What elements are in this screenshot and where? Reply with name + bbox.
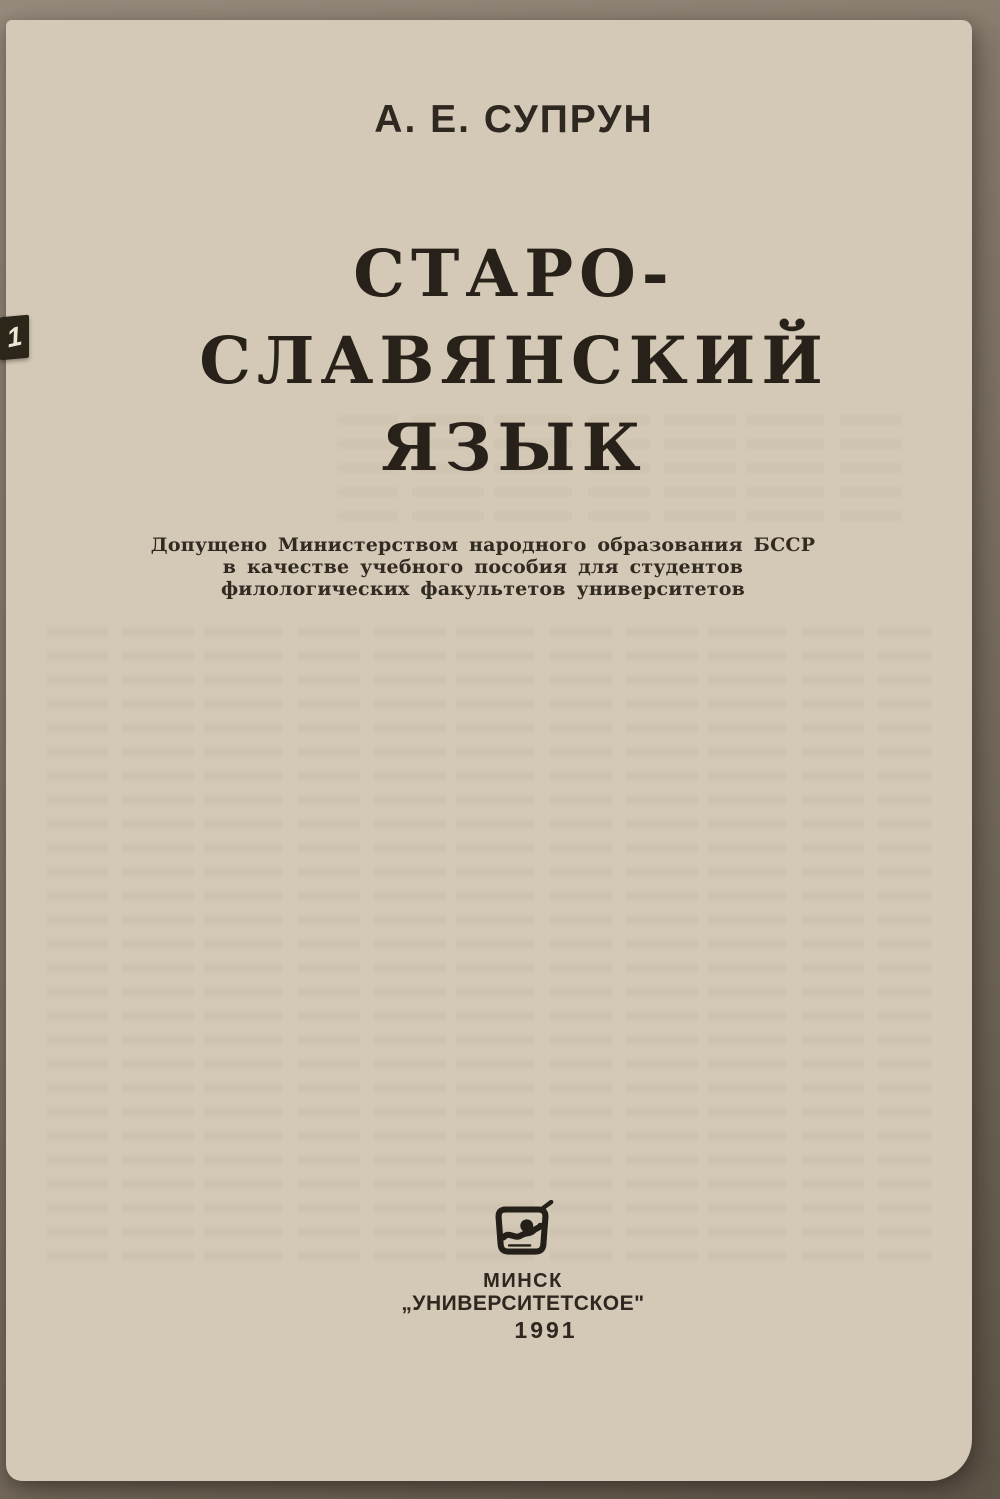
publication-year-text: 1991: [514, 1317, 578, 1343]
book-page: [6, 20, 972, 1481]
approval-line: Допущено Министерством народного образования БССР: [150, 534, 816, 556]
page-edge-tab: [0, 315, 29, 361]
page-edge-tab-label: 1: [4, 320, 24, 354]
show-through-text: [46, 620, 932, 1268]
publisher-city-text: МИНСК: [483, 1270, 563, 1292]
publisher-logo: [6, 1200, 972, 1262]
author-name: [6, 96, 972, 144]
approval-note: [6, 534, 972, 600]
title-line: СТАРО-: [353, 236, 675, 312]
book-title: [6, 231, 972, 492]
publication-year: [6, 1317, 972, 1344]
author-name-text: А. Е. СУПРУН: [374, 98, 654, 141]
publisher-name: [6, 1291, 972, 1317]
publisher-logo-icon: [488, 1200, 556, 1257]
publisher-name-text: „УНИВЕРСИТЕТСКОЕ": [401, 1292, 645, 1315]
approval-line: филологических факультетов университетов: [220, 578, 746, 600]
publisher-city: [6, 1269, 972, 1293]
title-line: ЯЗЫК: [381, 410, 647, 486]
approval-line: в качестве учебного пособия для студентов: [222, 556, 744, 578]
title-line: СЛАВЯНСКИЙ: [199, 323, 829, 399]
